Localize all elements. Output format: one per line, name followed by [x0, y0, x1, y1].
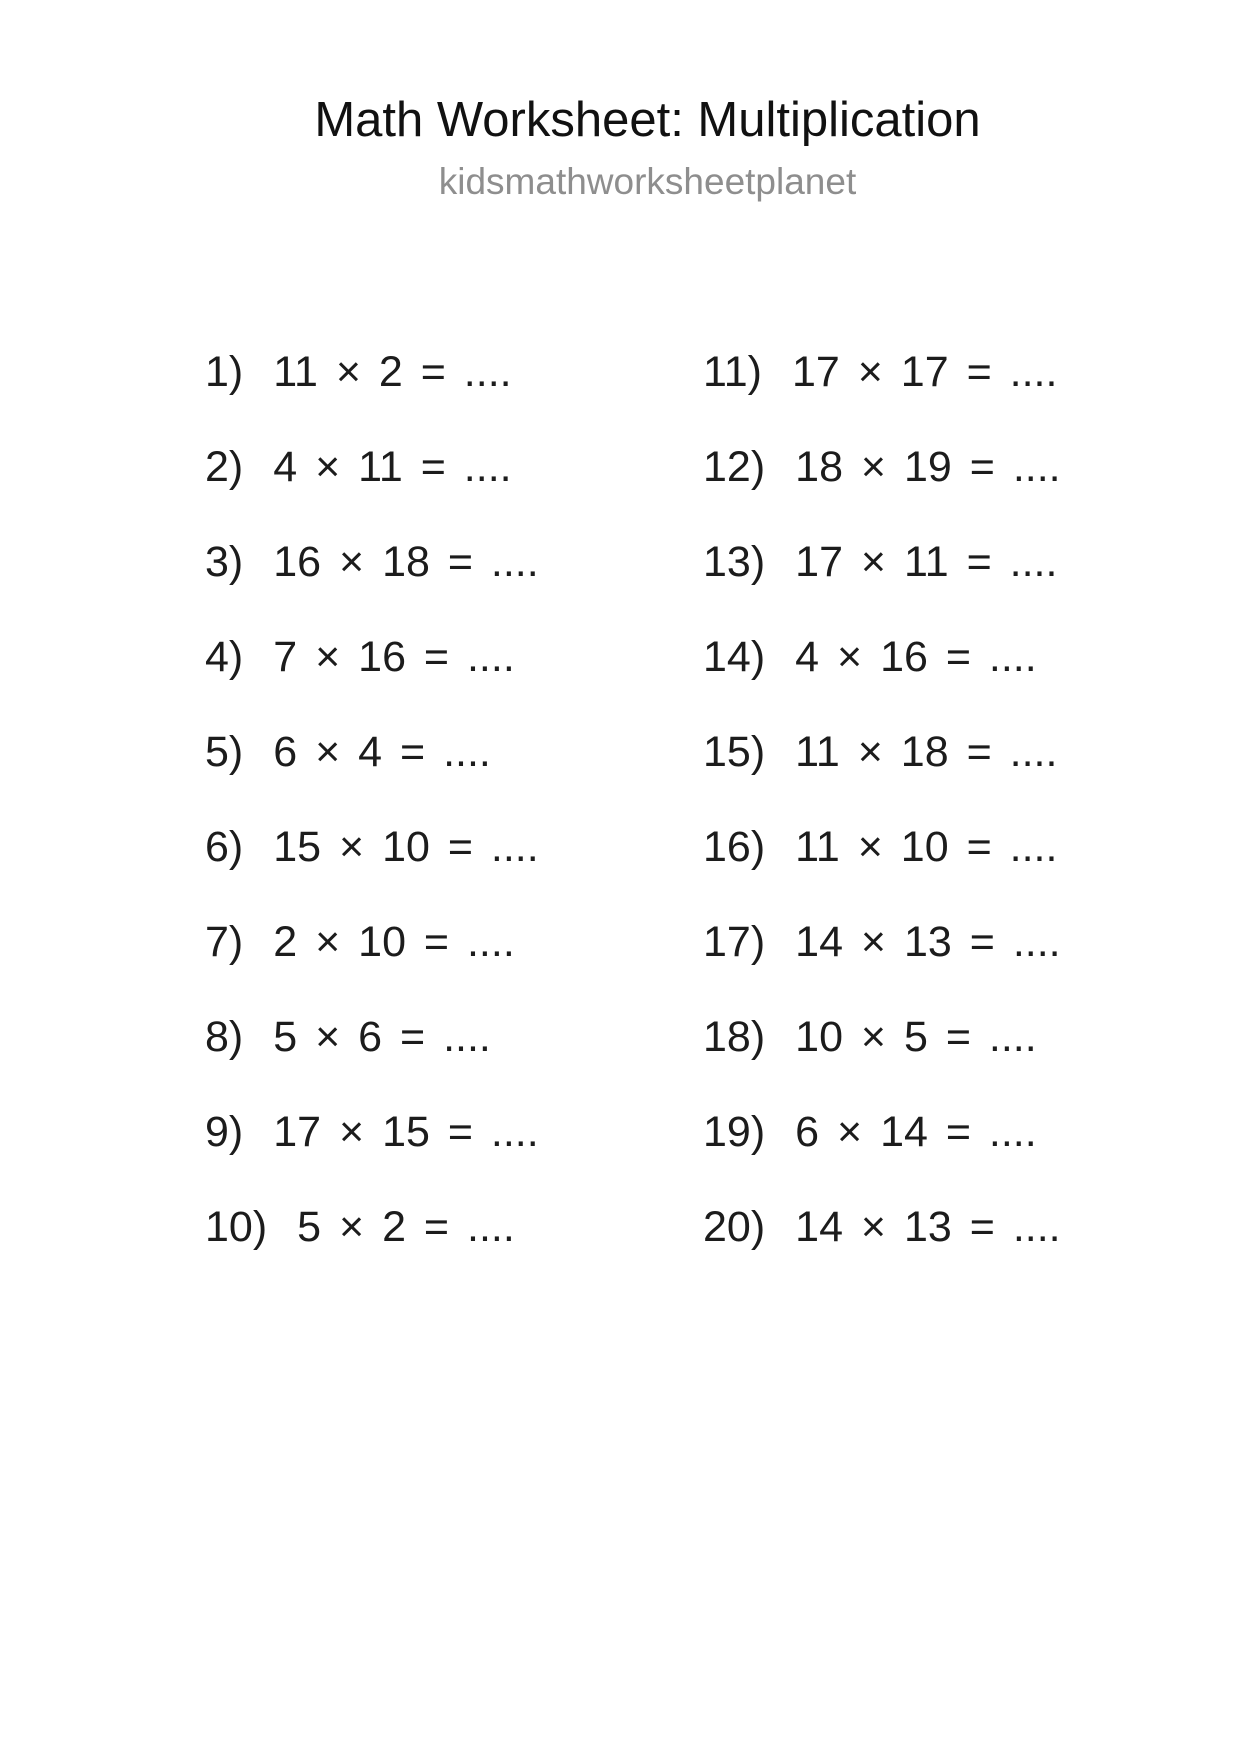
problem-row: [205, 730, 539, 825]
problem-number: 10): [205, 1203, 268, 1251]
problem-row: [703, 1015, 1061, 1110]
problem-row: [205, 1015, 539, 1110]
problem-expression: 6 × 14 = ....: [795, 1108, 1037, 1156]
problem-expression: 5 × 2 = ....: [297, 1203, 515, 1251]
problem-number: 3): [205, 538, 244, 586]
problem-expression: 17 × 11 = ....: [795, 538, 1058, 586]
problem-number: 18): [703, 1013, 766, 1061]
page-title: Math Worksheet: Multiplication: [314, 93, 981, 147]
problem-number: 1): [205, 348, 244, 396]
problem-number: 4): [205, 633, 244, 681]
problem-expression: 16 × 18 = ....: [273, 538, 539, 586]
problem-row: [205, 1110, 539, 1205]
problem-expression: 4 × 16 = ....: [795, 633, 1037, 681]
problem-row: [703, 350, 1061, 445]
problem-number: 13): [703, 538, 766, 586]
problem-row: [703, 730, 1061, 825]
problem-number: 19): [703, 1108, 766, 1156]
problem-row: [703, 445, 1061, 540]
problem-number: 17): [703, 918, 766, 966]
problem-expression: 18 × 19 = ....: [795, 443, 1061, 491]
problem-row: [205, 635, 539, 730]
problem-row: [703, 1205, 1061, 1300]
problem-number: 2): [205, 443, 244, 491]
worksheet-header: [55, 0, 1240, 203]
problem-number: 6): [205, 823, 244, 871]
problem-expression: 11 × 10 = ....: [795, 823, 1058, 871]
problem-row: [205, 445, 539, 540]
problem-expression: 5 × 6 = ....: [273, 1013, 491, 1061]
problem-expression: 14 × 13 = ....: [795, 1203, 1061, 1251]
problem-expression: 17 × 17 = ....: [791, 348, 1058, 396]
problem-number: 5): [205, 728, 244, 776]
problem-expression: 11 × 18 = ....: [795, 728, 1058, 776]
problem-row: [205, 350, 539, 445]
problem-expression: 15 × 10 = ....: [273, 823, 539, 871]
problem-row: [703, 540, 1061, 635]
problems-column-right: [703, 350, 1061, 1300]
problem-row: [703, 1110, 1061, 1205]
problem-number: 11): [703, 348, 762, 396]
problem-row: [703, 920, 1061, 1015]
problem-number: 14): [703, 633, 766, 681]
problem-row: [205, 540, 539, 635]
problem-row: [703, 635, 1061, 730]
problem-expression: 11 × 2 = ....: [273, 348, 512, 396]
problem-row: [205, 920, 539, 1015]
problem-expression: 14 × 13 = ....: [795, 918, 1061, 966]
problem-number: 20): [703, 1203, 766, 1251]
problems-column-left: [205, 350, 539, 1300]
problem-row: [205, 825, 539, 920]
page-subtitle: kidsmathworksheetplanet: [438, 160, 857, 202]
problem-number: 15): [703, 728, 766, 776]
problem-expression: 7 × 16 = ....: [273, 633, 515, 681]
problem-expression: 6 × 4 = ....: [273, 728, 491, 776]
problem-number: 9): [205, 1108, 244, 1156]
problem-expression: 17 × 15 = ....: [273, 1108, 539, 1156]
problem-number: 12): [703, 443, 766, 491]
problem-expression: 10 × 5 = ....: [795, 1013, 1037, 1061]
problem-number: 7): [205, 918, 244, 966]
problem-number: 8): [205, 1013, 244, 1061]
problem-row: [703, 825, 1061, 920]
problem-row: [205, 1205, 539, 1300]
problem-expression: 4 × 11 = ....: [273, 443, 512, 491]
problem-expression: 2 × 10 = ....: [273, 918, 515, 966]
problem-number: 16): [703, 823, 766, 871]
